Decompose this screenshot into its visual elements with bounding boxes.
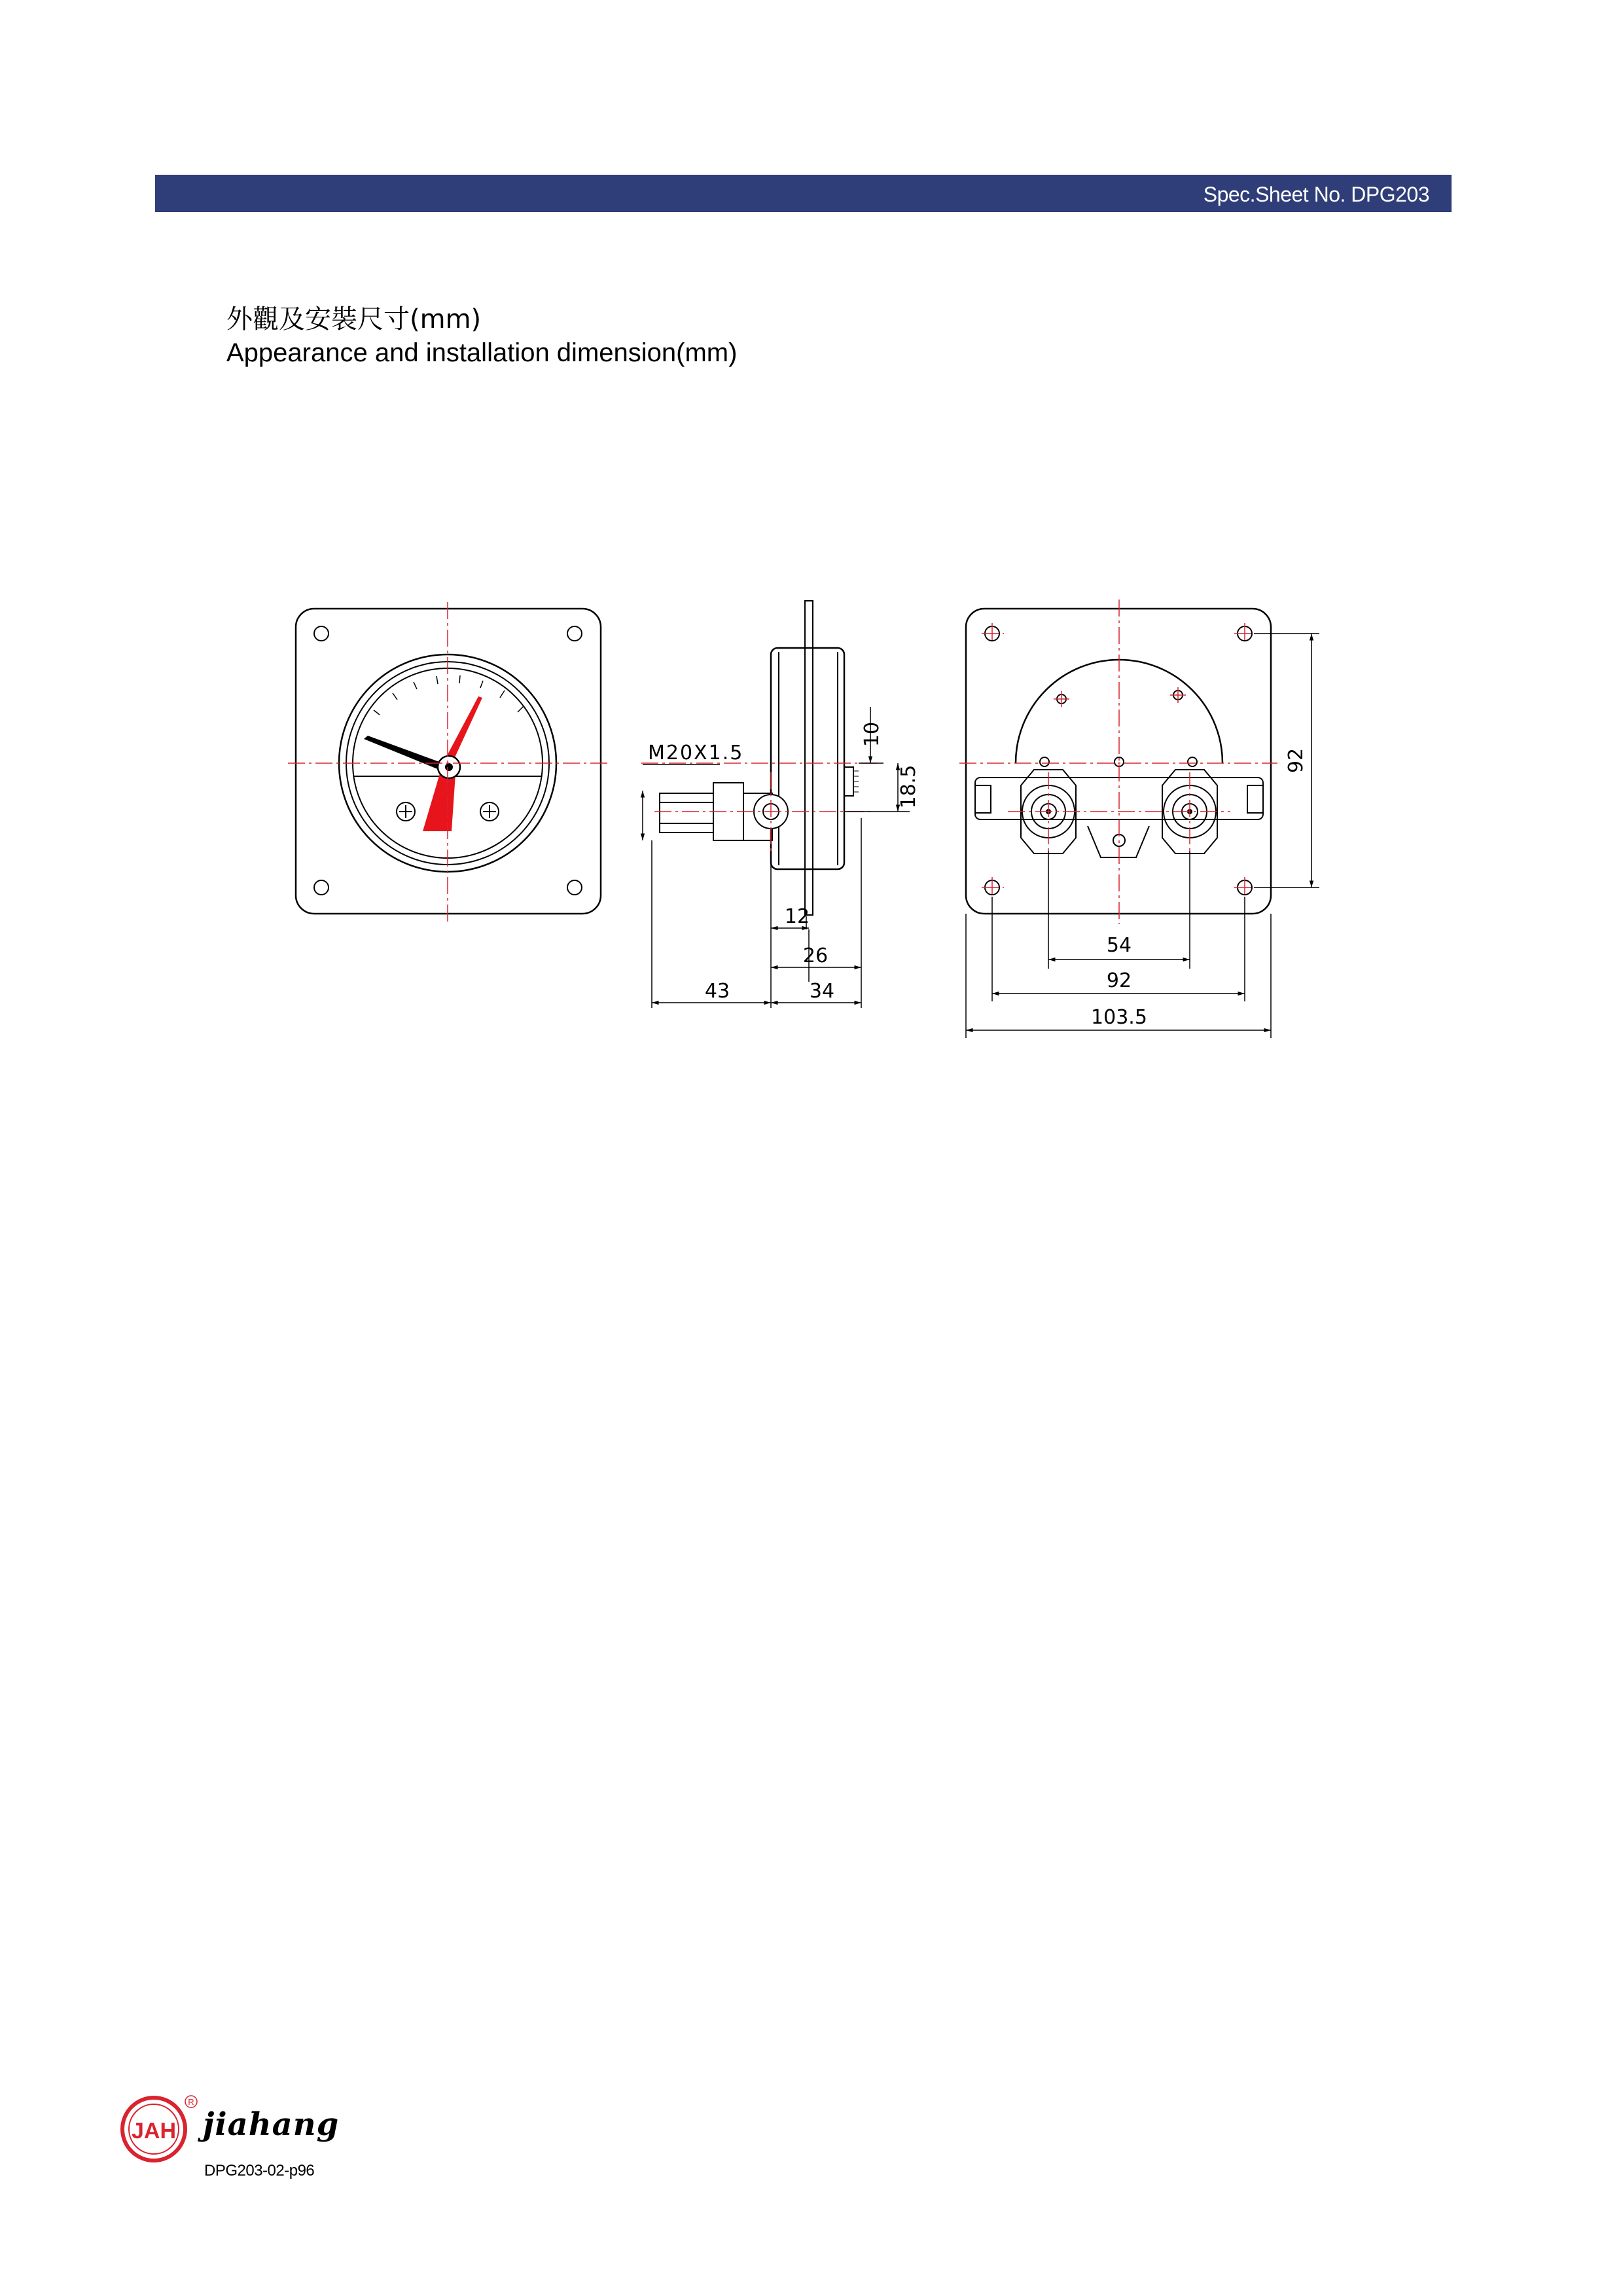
dim-54: 54	[1106, 934, 1132, 957]
red-pointer	[444, 696, 482, 764]
side-knob	[844, 767, 853, 796]
manifold-end-right	[1247, 785, 1263, 813]
side-case	[771, 648, 844, 869]
dim-26: 26	[802, 944, 829, 967]
registered-mark: R	[188, 2097, 194, 2107]
back-center-lines	[959, 600, 1277, 924]
dial-ticks	[374, 675, 524, 715]
manifold-end-left	[975, 785, 991, 813]
brand-name: jiahang	[203, 2106, 340, 2143]
zero-adjust-screw-left	[397, 802, 415, 821]
spec-sheet-number: Spec.Sheet No. DPG203	[1203, 183, 1429, 206]
process-connector-thread	[660, 793, 713, 833]
front-center-lines	[288, 602, 609, 924]
manifold-bridge	[1088, 826, 1149, 857]
back-view	[959, 600, 1277, 924]
document-code: DPG203-02-p96	[204, 2162, 315, 2179]
dim-43: 43	[704, 980, 730, 1003]
back-flange	[966, 609, 1271, 914]
dim-12: 12	[784, 905, 810, 928]
title-english: Appearance and installation dimension(mm)	[226, 338, 738, 367]
dim-34: 34	[809, 980, 835, 1003]
front-view	[288, 602, 609, 924]
black-pointer	[364, 736, 446, 771]
back-dimension-lines	[966, 634, 1319, 1038]
zero-adjust-screw-right	[480, 802, 499, 821]
dim-10: 10	[861, 721, 883, 747]
logo-letters: JAH	[131, 2119, 177, 2144]
dim-92-width: 92	[1106, 969, 1132, 992]
back-screws	[1040, 691, 1197, 846]
jiahang-logo-mark	[118, 2091, 203, 2163]
dim-92-height: 92	[1285, 747, 1308, 774]
dim-103-5: 103.5	[1091, 1006, 1147, 1029]
thread-spec-label: M20X1.5	[648, 742, 744, 764]
knob-knurl	[853, 771, 859, 792]
dim-18-5: 18.5	[897, 764, 920, 809]
red-pointer-tail	[423, 774, 455, 831]
title-chinese: 外觀及安裝尺寸(mm)	[226, 304, 482, 334]
back-mount-holes	[985, 626, 1252, 895]
